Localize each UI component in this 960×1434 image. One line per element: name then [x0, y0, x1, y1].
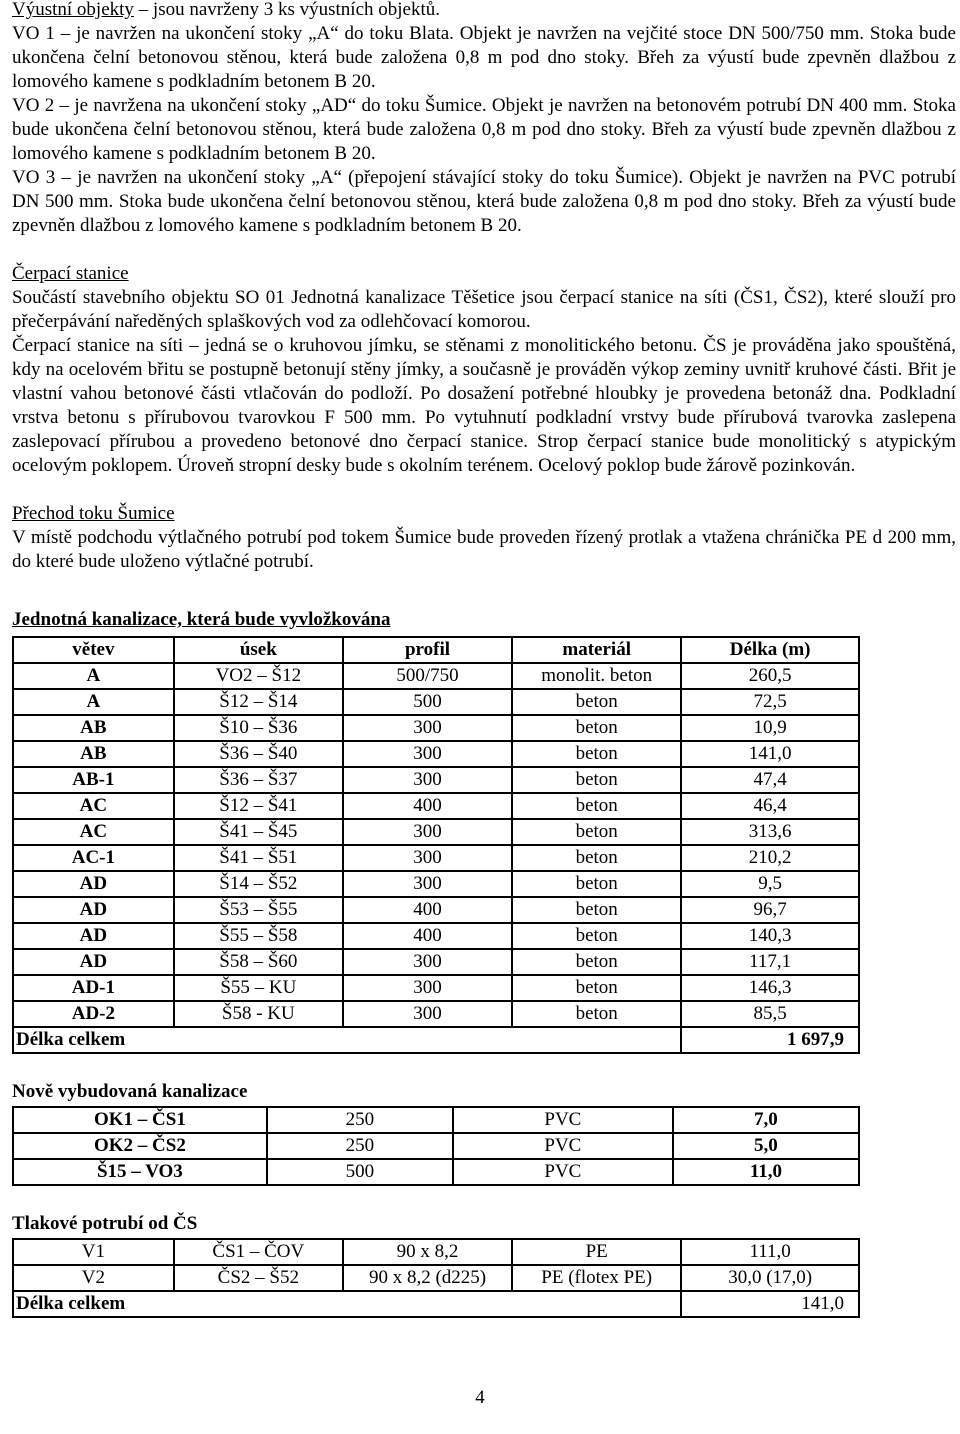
table-cell: 300 — [343, 715, 512, 741]
table-row — [13, 715, 859, 741]
table-cell: AD — [13, 897, 174, 923]
table-row — [13, 1133, 859, 1159]
table-cell: beton — [512, 871, 681, 897]
table-cell: beton — [512, 949, 681, 975]
table-cell: 96,7 — [681, 897, 859, 923]
table-cell: Š58 – Š60 — [174, 949, 343, 975]
outlets-heading: Výustní objekty — [12, 0, 134, 20]
table-cell: Š41 – Š51 — [174, 845, 343, 871]
total-label: Délka celkem — [13, 1027, 681, 1053]
table-cell: Š58 - KU — [174, 1001, 343, 1027]
outlet-vo2-paragraph: VO 2 – je navržena na ukončení stoky „AD“ do toku Šumice. Objekt je navržen na betonovém potrubí DN 400 mm. Stoka bude ukončena čelní betonovou stěnou, která bude založena 0,8 m pod dno stoky. Břeh za výustí bude zpevněn dlažbou z lomového kamene s podkladním betonem B 20. — [12, 95, 956, 164]
table-cell: AD-1 — [13, 975, 174, 1001]
table-row — [13, 1159, 859, 1185]
table-cell: A — [13, 663, 174, 689]
table-row — [13, 767, 859, 793]
table-cell: AB-1 — [13, 767, 174, 793]
page-number: 4 — [475, 1387, 485, 1408]
table-total-row — [13, 1027, 859, 1053]
new-sewer-table-title: Nově vybudovaná kanalizace — [12, 1081, 248, 1102]
outlets-heading-rest: – jsou navrženy 3 ks výustních objektů. — [133, 0, 440, 20]
table-cell: 5,0 — [673, 1133, 859, 1159]
table-cell: 300 — [343, 819, 512, 845]
table-cell: monolit. beton — [512, 663, 681, 689]
table-cell: 250 — [267, 1133, 453, 1159]
table-cell: 11,0 — [673, 1159, 859, 1185]
table-cell: beton — [512, 715, 681, 741]
table-cell: 313,6 — [681, 819, 859, 845]
table-cell: AB — [13, 715, 174, 741]
table-cell: 300 — [343, 975, 512, 1001]
table-row — [13, 975, 859, 1001]
table-cell: 117,1 — [681, 949, 859, 975]
table-row — [13, 663, 859, 689]
table-cell: AC — [13, 793, 174, 819]
table-row — [13, 793, 859, 819]
table-cell: AD — [13, 871, 174, 897]
table-cell: 85,5 — [681, 1001, 859, 1027]
table-cell: V1 — [13, 1239, 174, 1265]
table-cell: beton — [512, 1001, 681, 1027]
table-cell: Š36 – Š37 — [174, 767, 343, 793]
table-cell: 210,2 — [681, 845, 859, 871]
column-header: profil — [343, 637, 512, 663]
table-cell: PVC — [453, 1159, 673, 1185]
table-cell: PVC — [453, 1107, 673, 1133]
column-header: materiál — [512, 637, 681, 663]
table-row — [13, 741, 859, 767]
table-cell: PVC — [453, 1133, 673, 1159]
table-cell: 30,0 (17,0) — [681, 1265, 859, 1291]
pumping-station-heading: Čerpací stanice — [12, 263, 129, 284]
table-cell: Š12 – Š41 — [174, 793, 343, 819]
lined-sewer-table-title: Jednotná kanalizace, která bude vyvložkována — [12, 609, 391, 630]
table-cell: 260,5 — [681, 663, 859, 689]
table-cell: Š15 – VO3 — [13, 1159, 267, 1185]
table-cell: 500 — [267, 1159, 453, 1185]
river-crossing-heading: Přechod toku Šumice — [12, 503, 175, 524]
table-row — [13, 923, 859, 949]
table-cell: beton — [512, 793, 681, 819]
document-page — [12, 0, 956, 1318]
table-cell: Š55 – Š58 — [174, 923, 343, 949]
table-cell: Š14 – Š52 — [174, 871, 343, 897]
table-cell: PE — [512, 1239, 681, 1265]
table-cell: beton — [512, 819, 681, 845]
table-cell: 90 x 8,2 — [343, 1239, 512, 1265]
table-row — [13, 1107, 859, 1133]
table-cell: AB — [13, 741, 174, 767]
table-row — [13, 897, 859, 923]
table-cell: AC-1 — [13, 845, 174, 871]
table-cell: 10,9 — [681, 715, 859, 741]
table-cell: 300 — [343, 871, 512, 897]
total-value: 141,0 — [681, 1291, 859, 1317]
river-crossing-paragraph: V místě podchodu výtlačného potrubí pod tokem Šumice bude proveden řízený protlak a vtažena chránička PE d 200 mm, do které bude uloženo výtlačné potrubí. — [12, 527, 956, 572]
table-cell: 500 — [343, 689, 512, 715]
table-cell: AD — [13, 923, 174, 949]
pressure-pipe-table — [12, 1238, 860, 1318]
table-cell: OK2 – ČS2 — [13, 1133, 267, 1159]
table-cell: 146,3 — [681, 975, 859, 1001]
total-value: 1 697,9 — [681, 1027, 859, 1053]
table-cell: 400 — [343, 923, 512, 949]
table-cell: AC — [13, 819, 174, 845]
table-row — [13, 949, 859, 975]
table-cell: beton — [512, 975, 681, 1001]
table-cell: 300 — [343, 949, 512, 975]
pumping-station-paragraph-2: Čerpací stanice na síti – jedná se o kruhovou jímku, se stěnami z monolitického betonu. ČS je prováděna jako spouštěná, kdy na ocelovém břitu se postupně betonují stěny jímky, a současně je prováděn výkop zeminy uvnitř kruhové části. Břit je vlastní vahou betonové části vtlačován do podloží. Po dosažení potřebné hloubky je provedena betonáž dna. Podkladní vrstva betonu s přírubovou tvarovkou F 500 mm. Po vytuhnutí podkladní vrstvy bude přírubová tvarovka zaslepena zaslepovací přírubou a provedeno betonové dno čerpací stanice. Strop čerpací stanice bude monolitický s atypickým ocelovým poklopem. Úroveň stropní desky bude s okolním terénem. Ocelový poklop bude žárově pozinkován. — [12, 335, 956, 476]
table-cell: 300 — [343, 1001, 512, 1027]
table-cell: 9,5 — [681, 871, 859, 897]
table-cell: Š55 – KU — [174, 975, 343, 1001]
table-cell: beton — [512, 689, 681, 715]
table-cell: beton — [512, 767, 681, 793]
table-row — [13, 845, 859, 871]
table-cell: 141,0 — [681, 741, 859, 767]
table-cell: PE (flotex PE) — [512, 1265, 681, 1291]
table-cell: VO2 – Š12 — [174, 663, 343, 689]
table-cell: 300 — [343, 741, 512, 767]
table-cell: 90 x 8,2 (d225) — [343, 1265, 512, 1291]
outlets-intro — [12, 0, 956, 22]
table-cell: Š53 – Š55 — [174, 897, 343, 923]
table-cell: 47,4 — [681, 767, 859, 793]
pressure-pipe-table-title: Tlakové potrubí od ČS — [12, 1213, 198, 1234]
column-header: Délka (m) — [681, 637, 859, 663]
total-label: Délka celkem — [13, 1291, 681, 1317]
table-cell: beton — [512, 741, 681, 767]
table-row — [13, 871, 859, 897]
table-row — [13, 819, 859, 845]
table-cell: ČS2 – Š52 — [174, 1265, 343, 1291]
table-row — [13, 1001, 859, 1027]
table-cell: 111,0 — [681, 1239, 859, 1265]
table-row — [13, 689, 859, 715]
table-cell: 250 — [267, 1107, 453, 1133]
table-cell: Š12 – Š14 — [174, 689, 343, 715]
column-header: úsek — [174, 637, 343, 663]
table-cell: beton — [512, 845, 681, 871]
table-cell: beton — [512, 897, 681, 923]
table-cell: beton — [512, 923, 681, 949]
table-cell: 400 — [343, 897, 512, 923]
pumping-station-paragraph-1: Součástí stavebního objektu SO 01 Jednotná kanalizace Těšetice jsou čerpací stanice na síti (ČS1, ČS2), které slouží pro přečerpávání naředěných splaškových vod za odlehčovací komorou. — [12, 287, 956, 332]
table-cell: Š10 – Š36 — [174, 715, 343, 741]
table-cell: ČS1 – ČOV — [174, 1239, 343, 1265]
table-cell: Š36 – Š40 — [174, 741, 343, 767]
table-cell: 400 — [343, 793, 512, 819]
table-cell: 300 — [343, 845, 512, 871]
table-row — [13, 1239, 859, 1265]
table-cell: AD-2 — [13, 1001, 174, 1027]
table-cell: 500/750 — [343, 663, 512, 689]
outlet-vo1-paragraph: VO 1 – je navržen na ukončení stoky „A“ do toku Blata. Objekt je navržen na vejčité stoce DN 500/750 mm. Stoka bude ukončena čelní betonovou stěnou, která bude založena 0,8 m pod dno stoky. Břeh za výustí bude zpevněn dlažbou z lomového kamene s podkladním betonem B 20. — [12, 23, 956, 92]
table-cell: 7,0 — [673, 1107, 859, 1133]
table-cell: 46,4 — [681, 793, 859, 819]
table-cell: Š41 – Š45 — [174, 819, 343, 845]
table-cell: V2 — [13, 1265, 174, 1291]
outlet-vo3-paragraph: VO 3 – je navržen na ukončení stoky „A“ (přepojení stávající stoky do toku Šumice). Objekt je navržen na PVC potrubí DN 500 mm. Stoka bude ukončena čelní betonovou stěnou, která bude založena 0,8 m pod dno stoky. Břeh za výustí bude zpevněn dlažbou z lomového kamene s podkladním betonem B 20. — [12, 167, 956, 236]
table-cell: A — [13, 689, 174, 715]
table-total-row — [13, 1291, 859, 1317]
table-header-row — [13, 637, 859, 663]
table-cell: 72,5 — [681, 689, 859, 715]
table-cell: 300 — [343, 767, 512, 793]
lined-sewer-table — [12, 636, 860, 1054]
table-cell: OK1 – ČS1 — [13, 1107, 267, 1133]
table-row — [13, 1265, 859, 1291]
new-sewer-table — [12, 1106, 860, 1186]
table-cell: AD — [13, 949, 174, 975]
column-header: větev — [13, 637, 174, 663]
table-cell: 140,3 — [681, 923, 859, 949]
